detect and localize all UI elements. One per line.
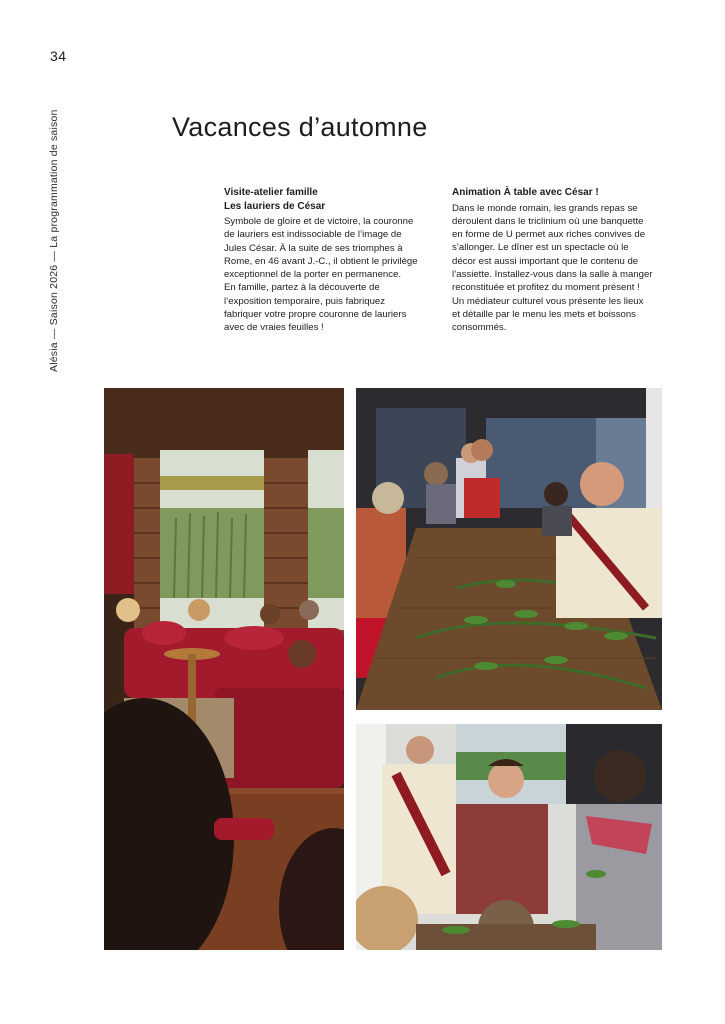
body-line: En famille, partez à la découverte de [224,282,380,294]
body-line: et détaille par le menu les mets et boissons [452,308,636,320]
body-line: déroulent dans le triclinium où une banquette [452,215,644,227]
body-line: reconstituée et profitez du moment présent ! [452,282,640,294]
body-line: consommés. [452,322,507,334]
section-heading-line: Animation À table avec César ! [452,187,599,198]
body-line: s’allonger. Le dîner est un spectacle où le [452,242,629,254]
section-body [452,202,657,335]
body-line: Dans le monde romain, les grands repas se [452,202,638,214]
photo-triclinium-children [104,388,344,950]
body-line: Rome, en 46 avant J.-C., il obtient le privilège [224,255,418,267]
body-line: décor est aussi important que le contenu de [452,255,639,267]
section-animation-table [452,186,657,334]
section-body [224,215,429,335]
photo-roman-costumes-family [356,724,662,950]
body-line: Jules César. À la suite de ses triomphes à [224,242,403,254]
section-heading-line: Visite-atelier famille [224,187,318,198]
body-line: en forme de U permet aux riches convives de [452,229,646,241]
photo-laurel-workshop-table [356,388,662,710]
body-line: l’exposition temporaire, puis fabriquez [224,295,386,307]
body-line: Un médiateur culturel vous présente les lieux [452,295,644,307]
section-heading-line: Les lauriers de César [224,200,326,212]
page-title: Vacances d’automne [172,112,428,142]
body-line: fabriquer votre propre couronne de lauriers [224,309,407,321]
body-line: exceptionnel de la porter en permanence. [224,269,402,281]
page-number: 34 [50,48,67,64]
running-header: Alésia — Saison 2026 — La programmation de saison [48,109,60,372]
section-visite-atelier [224,186,429,335]
body-line: Symbole de gloire et de victoire, la couronne [224,216,414,227]
section-heading [452,186,657,200]
section-heading [224,186,429,213]
body-line: de lauriers est indissociable de l’image de [224,229,402,241]
body-line: avec de vraies feuilles ! [224,322,324,334]
body-line: l’assiette. Installez-vous dans la salle à manger [452,268,653,280]
